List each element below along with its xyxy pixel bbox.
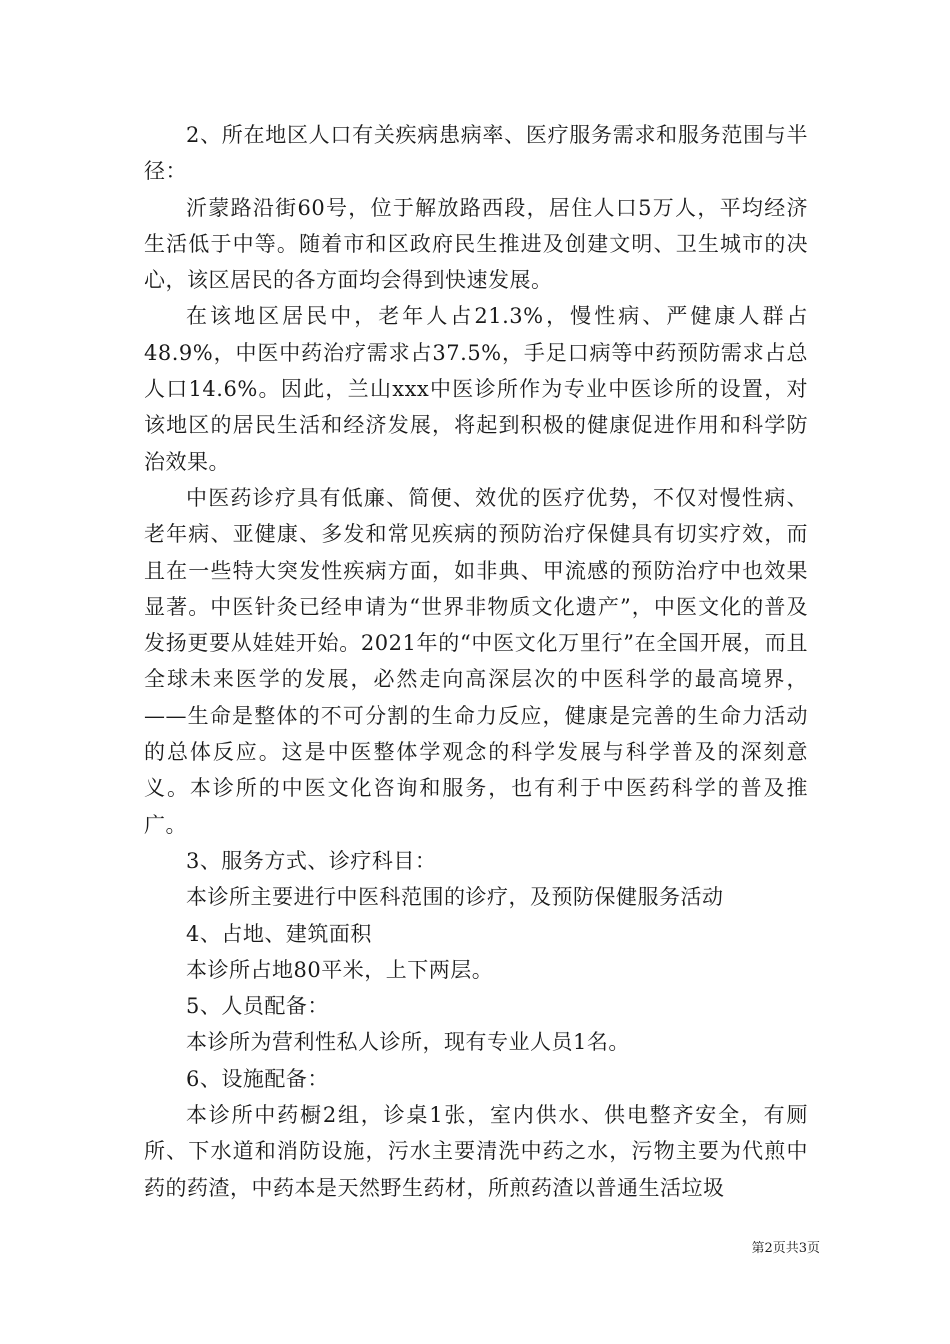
document-body	[144, 117, 808, 1206]
section-heading-area: 4、占地、建筑面积	[186, 921, 372, 946]
page-number-footer: 第2页共3页	[751, 1241, 820, 1256]
paragraph-area: 本诊所占地80平米，上下两层。	[186, 957, 494, 982]
section-heading-facilities: 6、设施配备：	[186, 1066, 329, 1091]
section-heading-service: 3、服务方式、诊疗科目：	[186, 848, 437, 873]
paragraph-tcm-advantages: 中医药诊疗具有低廉、简便、效优的医疗优势，不仅对慢性病、老年病、亚健康、多发和常见疾病的预防治疗保健具有切实疗效，而且在一些特大突发性疾病方面，如非典、甲流感的预防治疗中也效果显著。中医针灸已经申请为“世界非物质文化遗产”，中医文化的普及发扬更要从娃娃开始。2021年的“中医文化万里行”在全国开展，而且全球未来医学的发展，必然走向高深层次的中医科学的最高境界，——生命是整体的不可分割的生命力反应，健康是完善的生命力活动的总体反应。这是中医整体学观念的科学发展与科学普及的深刻意义。本诊所的中医文化咨询和服务，也有利于中医药科学的普及推广。	[144, 485, 808, 837]
section-heading-population: 2、所在地区人口有关疾病患病率、医疗服务需求和服务范围与半径：	[144, 123, 808, 184]
paragraph-residents: 在该地区居民中，老年人占21.3%，慢性病、严健康人群占48.9%，中医中药治疗需求占37.5%，手足口病等中药预防需求占总人口14.6%。因此，兰山xxx中医诊所作为专业中医诊所的设置，对该地区的居民生活和经济发展，将起到积极的健康促进作用和科学防治效果。	[144, 304, 808, 474]
paragraph-facilities: 本诊所中药橱2组，诊桌1张，室内供水、供电整齐安全，有厕所、下水道和消防设施，污水主要清洗中药之水，污物主要为代煎中药的药渣，中药本是天然野生药材，所煎药渣以普通生活垃圾	[144, 1103, 808, 1200]
paragraph-location: 沂蒙路沿街60号，位于解放路西段，居住人口5万人，平均经济生活低于中等。随着市和区政府民生推进及创建文明、卫生城市的决心，该区居民的各方面均会得到快速发展。	[144, 195, 808, 293]
section-heading-staff: 5、人员配备：	[186, 994, 329, 1019]
paragraph-service: 本诊所主要进行中医科范围的诊疗，及预防保健服务活动	[186, 885, 724, 910]
paragraph-staff: 本诊所为营利性私人诊所，现有专业人员1名。	[186, 1030, 630, 1055]
